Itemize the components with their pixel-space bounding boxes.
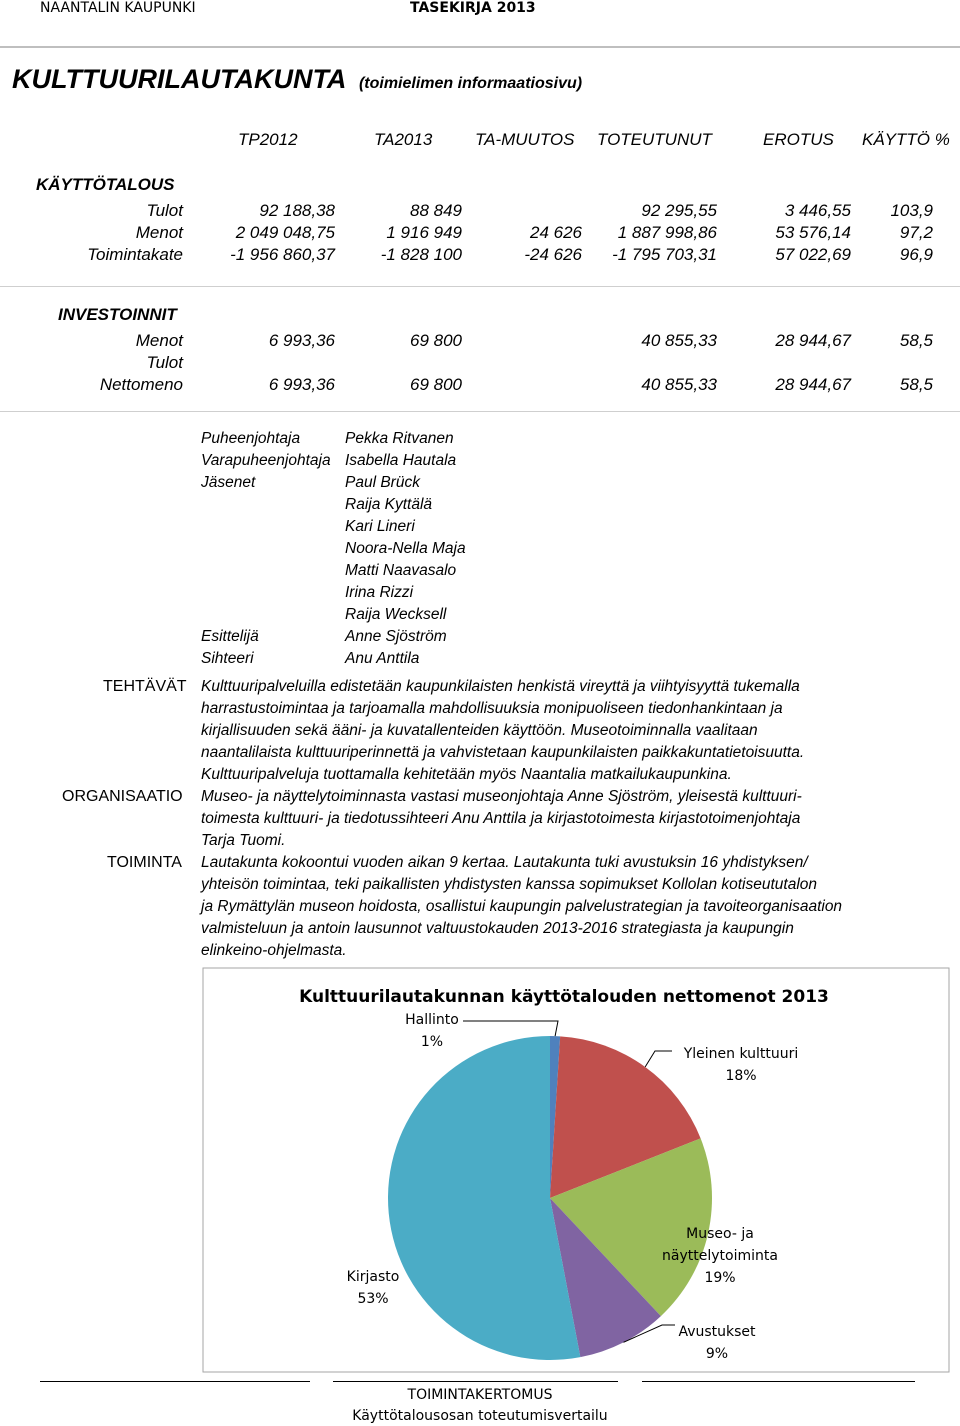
chart-title: Kulttuurilautakunnan käyttötalouden nettomenot 2013 [299, 987, 829, 1007]
footer-line-right [642, 1381, 915, 1382]
text-line: ja Rymättylän museon hoidosta, osallistui kaupungin palvelustrategian ja tavoiteorganisaation [201, 898, 843, 915]
text-line: Museo- ja näyttelytoiminnasta vastasi museonjohtaja Anne Sjöström, yleisestä kulttuuri- [201, 788, 802, 805]
footer-line-center [333, 1381, 618, 1382]
column-header-ta2013: TA2013 [374, 130, 433, 149]
table-cell: -1 795 703,31 [612, 245, 717, 264]
investoinnit-heading: INVESTOINNIT [58, 305, 177, 324]
row-label-tulot: Tulot [146, 201, 183, 220]
table-cell: 28 944,67 [775, 375, 851, 394]
table-cell: 40 855,33 [641, 375, 717, 394]
member-name: Matti Naavasalo [345, 562, 457, 579]
table-cell: 69 800 [410, 331, 462, 350]
column-header-erotus: EROTUS [763, 130, 834, 149]
table-cell: 96,9 [899, 245, 933, 264]
text-line: naantalilaista kulttuuriperinnettä ja vahvistetaan kaupunkilaisten paikkakuntatietoisuutta. [201, 744, 805, 761]
member-role: Esittelijä [201, 628, 259, 645]
text-line: toimesta kulttuuri- ja tiedotussihteeri Anu Anttila ja kirjastotoimesta kirjastotoimenjohtaja [201, 810, 801, 827]
header-document: TASEKIRJA 2013 [410, 0, 536, 16]
column-header-tp2012: TP2012 [238, 130, 298, 149]
pie-label-yleinen-kulttuuri: 18% [725, 1068, 757, 1084]
footer-line-left [40, 1381, 310, 1382]
row-label-nettomeno: Nettomeno [99, 375, 183, 394]
text-line: valmisteluun ja antoin lausunnot valtuustokauden 2013-2016 strategiasta ja kaupungin [201, 920, 794, 937]
member-name: Raija Wecksell [345, 606, 447, 623]
member-name: Isabella Hautala [345, 452, 457, 469]
pie-label-hallinto: 1% [420, 1034, 444, 1050]
table-cell: 58,5 [899, 331, 933, 350]
table-cell: 6 993,36 [268, 375, 335, 394]
footer-title: TOIMINTAKERTOMUS [407, 1387, 553, 1403]
row-label-menot: Menot [135, 223, 183, 242]
pie-label-yleinen-kulttuuri: Yleinen kulttuuri [683, 1046, 799, 1062]
pie-label-museo-ja-nayttelytoiminta: näyttelytoiminta [662, 1248, 778, 1264]
pie-label-museo-ja-nayttelytoiminta: Museo- ja [686, 1226, 754, 1242]
member-role: Varapuheenjohtaja [201, 452, 331, 469]
row-label-toimintakate: Toimintakate [87, 245, 183, 264]
member-role: Jäsenet [201, 474, 256, 491]
member-name: Paul Brück [345, 474, 420, 491]
table-cell: 103,9 [890, 201, 933, 220]
table-cell: 58,5 [899, 375, 933, 394]
table-cell: 28 944,67 [775, 331, 851, 350]
member-name: Pekka Ritvanen [345, 430, 454, 447]
table-cell: 69 800 [410, 375, 462, 394]
kayttotalous-heading: KÄYTTÖTALOUS [36, 175, 175, 194]
member-name: Irina Rizzi [345, 584, 414, 601]
text-line: elinkeino-ohjelmasta. [201, 942, 347, 959]
member-name: Anu Anttila [345, 650, 420, 667]
table-cell: 97,2 [899, 223, 933, 242]
row-label-menot: Menot [135, 331, 183, 350]
page-title-sub: (toimielimen informaatiosivu) [358, 75, 583, 92]
text-line: Kulttuuripalveluja tuottamalla kehitetään myös Naantalia matkailukaupunkina. [201, 766, 732, 783]
text-line: harrastustoimintaa ja tarjoamalla mahdollisuuksia monipuoliseen tiedonhankintaan ja [201, 700, 783, 717]
table-cell: 1 916 949 [386, 223, 462, 242]
text-line: Lautakunta kokoontui vuoden aikan 9 kertaa. Lautakunta tuki avustuksin 16 yhdistyksen/ [201, 854, 808, 871]
tehtavat-label: TEHTÄVÄT [103, 678, 187, 695]
table-cell: 57 022,69 [775, 245, 851, 264]
table-cell: 88 849 [410, 201, 462, 220]
pie-label-kirjasto: Kirjasto [346, 1269, 400, 1285]
page-title-main: KULTTUURILAUTAKUNTA [12, 64, 346, 94]
pie-label-avustukset: 9% [705, 1346, 729, 1362]
table-cell: 92 295,55 [641, 201, 717, 220]
member-role: Puheenjohtaja [201, 430, 301, 447]
table-cell: 40 855,33 [641, 331, 717, 350]
column-header-kaytto: KÄYTTÖ % [862, 130, 950, 149]
text-line: Kulttuuripalveluilla edistetään kaupunkilaisten henkistä vireyttä ja viihtyisyyttä tukemalla [201, 678, 800, 695]
member-name: Raija Kyttälä [345, 496, 433, 513]
text-line: yhteisön toimintaa, teki paikallisten yhdistysten kanssa sopimukset Kollolan kotiseututalon [201, 876, 818, 893]
column-header-ta-muutos: TA-MUUTOS [475, 130, 575, 149]
table-cell: 24 626 [530, 223, 582, 242]
text-line: Tarja Tuomi. [201, 832, 286, 849]
column-header-toteutunut: TOTEUTUNUT [597, 130, 712, 149]
table-cell: 3 446,55 [784, 201, 851, 220]
member-name: Noora-Nella Maja [345, 540, 466, 557]
pie-label-avustukset: Avustukset [678, 1324, 756, 1340]
table-cell: 6 993,36 [268, 331, 335, 350]
pie-label-kirjasto: 53% [357, 1291, 389, 1307]
table-cell: 92 188,38 [259, 201, 335, 220]
table-cell: 1 887 998,86 [617, 223, 717, 242]
table-cell: 2 049 048,75 [235, 223, 335, 242]
footer-subtitle: Käyttötalousosan toteutumisvertailu [352, 1408, 608, 1424]
organisaatio-label: ORGANISAATIO [62, 788, 183, 805]
header-organization: NAANTALIN KAUPUNKI [40, 0, 196, 16]
table-cell: 53 576,14 [775, 223, 851, 242]
pie-label-hallinto: Hallinto [405, 1012, 459, 1028]
table-cell: -1 956 860,37 [230, 245, 335, 264]
member-name: Anne Sjöström [345, 628, 447, 645]
row-label-tulot: Tulot [146, 353, 183, 372]
member-role: Sihteeri [201, 650, 254, 667]
toiminta-label: TOIMINTA [107, 854, 182, 871]
pie-label-museo-ja-nayttelytoiminta: 19% [704, 1270, 736, 1286]
text-line: kirjallisuuden sekä ääni- ja kuvatallenteiden käyttöön. Museotoiminnalla vaalitaan [201, 722, 758, 739]
member-name: Kari Lineri [345, 518, 415, 535]
table-cell: -1 828 100 [380, 245, 462, 264]
table-cell: -24 626 [524, 245, 582, 264]
